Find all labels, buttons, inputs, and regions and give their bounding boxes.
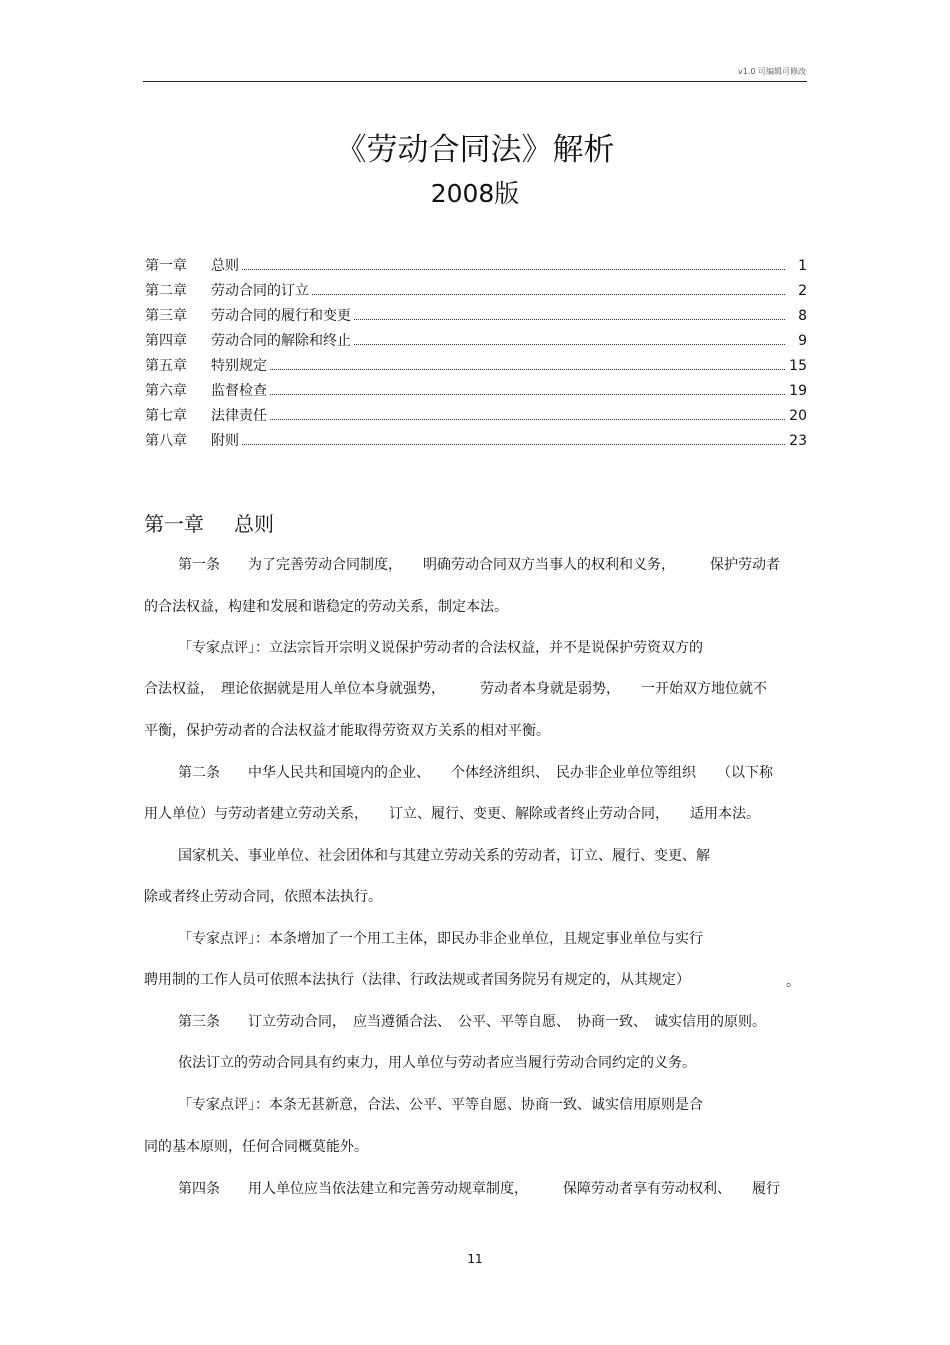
comment-2-line-2: 聘用制的工作人员可依照本法执行（法律、行政法规或者国务院另有规定的，从其规定）: [144, 972, 690, 988]
toc-chapter-title: 特别规定: [211, 356, 270, 376]
toc-page-number: 2: [785, 281, 807, 301]
toc-entry[interactable]: [145, 431, 807, 456]
toc-chapter-title: 监督检查: [211, 381, 270, 401]
toc-page-number: 1: [785, 256, 807, 276]
toc-chapter-title: 总则: [211, 256, 242, 276]
toc-chapter-title: 劳动合同的订立: [211, 281, 312, 301]
toc-chapter-number: 第一章: [145, 258, 187, 274]
article-1-line-2: 的合法权益，构建和发展和谐稳定的劳动关系，制定本法。: [144, 599, 508, 615]
document-subtitle: 2008版: [430, 179, 520, 208]
article-3-line-1: 第三条 订立劳动合同， 应当遵循合法、 公平、平等自愿、 协商一致、 诚实信用的原则。: [178, 1014, 766, 1030]
toc-chapter-title: 法律责任: [211, 406, 270, 426]
toc-leader: [241, 369, 785, 370]
toc-page-number: 9: [785, 331, 807, 351]
toc-leader: [241, 394, 785, 395]
toc-entry[interactable]: [145, 281, 807, 306]
comment-1-line-1: 「专家点评」：立法宗旨开宗明义说保护劳动者的合法权益，并不是说保护劳资双方的: [178, 640, 703, 656]
toc-chapter-number: 第七章: [145, 408, 187, 424]
toc-chapter-number: 第四章: [145, 333, 187, 349]
article-2-line-4: 除或者终止劳动合同，依照本法执行。: [144, 889, 382, 905]
toc-leader: [241, 269, 785, 270]
page-number: 11: [467, 1252, 483, 1266]
article-4-line-1: 第四条 用人单位应当依法建立和完善劳动规章制度， 保障劳动者享有劳动权利、 履行: [178, 1181, 780, 1197]
toc-chapter-title: 附则: [211, 431, 242, 451]
document-title: 《劳动合同法》解析: [335, 132, 615, 168]
header-rule: [143, 81, 807, 82]
comment-1-line-3: 平衡，保护劳动者的合法权益才能取得劳资双方关系的相对平衡。: [144, 723, 550, 739]
toc-leader: [241, 294, 785, 295]
toc-entry[interactable]: [145, 406, 807, 431]
table-of-contents: [145, 256, 807, 456]
article-2-line-1: 第二条 中华人民共和国境内的企业、 个体经济组织、 民办非企业单位等组织 （以下称: [178, 765, 773, 781]
chapter-heading-name: 总则: [234, 512, 274, 536]
article-3-line-2: 依法订立的劳动合同具有约束力，用人单位与劳动者应当履行劳动合同约定的义务。: [178, 1055, 696, 1071]
article-1-line-1: 第一条 为了完善劳动合同制度， 明确劳动合同双方当事人的权利和义务， 保护劳动者: [178, 557, 780, 573]
article-2-line-3: 国家机关、事业单位、社会团体和与其建立劳动关系的劳动者，订立、履行、变更、解: [178, 848, 710, 864]
toc-entry[interactable]: [145, 381, 807, 406]
chapter-heading-number: 第一章: [144, 512, 204, 536]
toc-chapter-number: 第二章: [145, 283, 187, 299]
toc-page-number: 23: [785, 431, 807, 451]
toc-chapter-number: 第六章: [145, 383, 187, 399]
toc-page-number: 19: [785, 381, 807, 401]
toc-chapter-number: 第三章: [145, 308, 187, 324]
comment-3-line-2: 同的基本原则，任何合同概莫能外。: [144, 1139, 368, 1155]
toc-chapter-title: 劳动合同的解除和终止: [211, 331, 354, 351]
toc-chapter-number: 第五章: [145, 358, 187, 374]
toc-page-number: 8: [785, 306, 807, 326]
comment-1-line-2: 合法权益， 理论依据就是用人单位本身就强势， 劳动者本身就是弱势， 一开始双方地位就不: [144, 681, 767, 697]
toc-leader: [241, 444, 785, 445]
toc-leader: [241, 419, 785, 420]
toc-page-number: 20: [785, 406, 807, 426]
chapter-heading: [144, 508, 274, 537]
toc-entry[interactable]: [145, 356, 807, 381]
toc-page-number: 15: [785, 356, 807, 376]
toc-chapter-title: 劳动合同的履行和变更: [211, 306, 354, 326]
toc-chapter-number: 第八章: [145, 433, 187, 449]
toc-entry[interactable]: [145, 331, 807, 356]
comment-2-line-2-end: 。: [786, 974, 800, 990]
header-note: v1.0 可编辑可修改: [738, 67, 806, 76]
toc-entry[interactable]: [145, 306, 807, 331]
comment-2-line-1: 「专家点评」：本条增加了一个用工主体，即民办非企业单位，且规定事业单位与实行: [178, 931, 703, 947]
toc-entry[interactable]: [145, 256, 807, 281]
article-2-line-2: 用人单位）与劳动者建立劳动关系， 订立、履行、变更、解除或者终止劳动合同， 适用本法。: [144, 806, 760, 822]
comment-3-line-1: 「专家点评」：本条无甚新意，合法、公平、平等自愿、协商一致、诚实信用原则是合: [178, 1097, 703, 1113]
